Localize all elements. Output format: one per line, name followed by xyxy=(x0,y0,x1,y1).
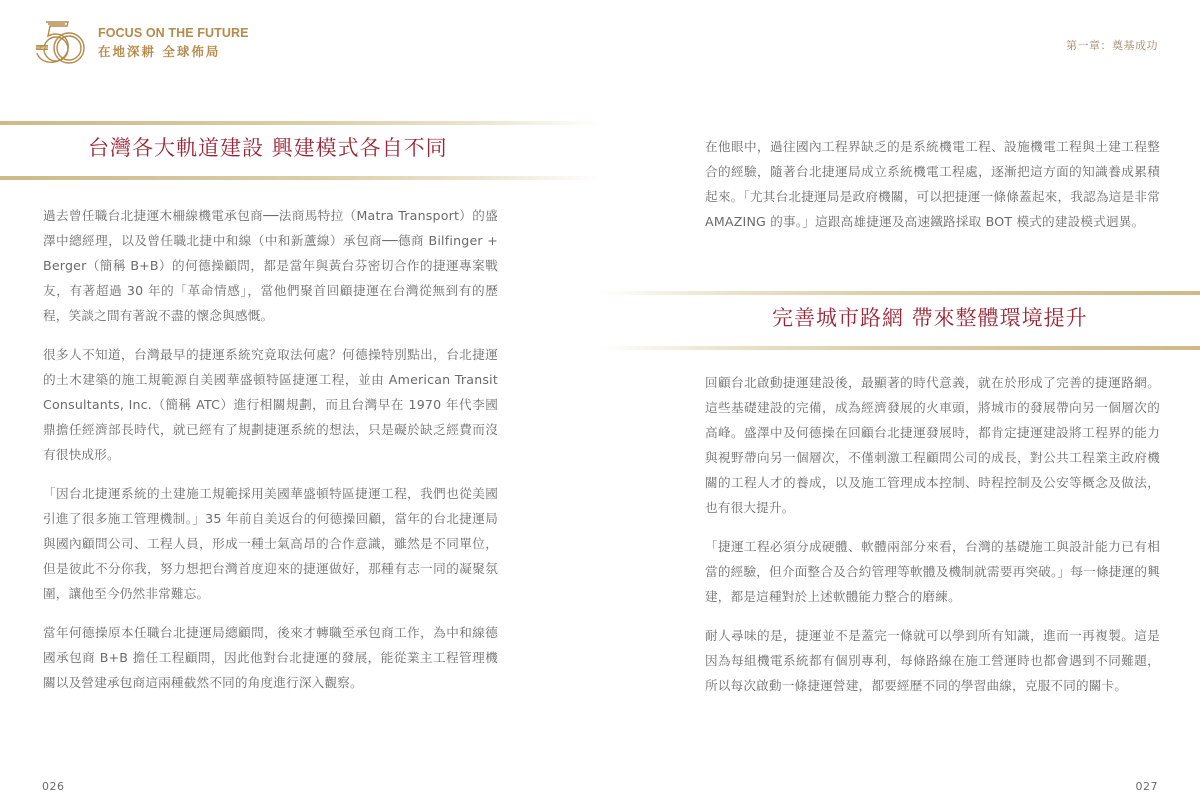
logo-text xyxy=(98,26,249,60)
paragraph: 回顧台北啟動捷運建設後，最顯著的時代意義，就在於形成了完善的捷運路網。這些基礎建設的完備，成為經濟發展的火車頭，將城市的發展帶向另一個層次的高峰。盛澤中及何德操在回顧台北捷運發展時，都肯定捷運建設將工程界的能力與視野帶向另一個層次，不僅刺激工程顧問公司的成長，對公共工程業主政府機關的工程人才的養成，以及施工管理成本控制、時程控制及公安等概念及做法，也有很大提升。 xyxy=(705,375,1160,515)
chapter-heading: 第一章：奠基成功 xyxy=(1066,39,1158,52)
logo-tagline-en: FOCUS ON THE FUTURE xyxy=(98,26,249,40)
gold-rule-bottom xyxy=(600,346,1200,350)
gold-rule-bottom xyxy=(0,176,600,180)
left-section-title: 台灣各大軌道建設 興建模式各自不同 xyxy=(88,136,448,160)
right-intro-text xyxy=(705,134,1160,248)
right-section-title: 完善城市路網 帶來整體環境提升 xyxy=(772,306,1088,330)
fifty-years-logo-icon xyxy=(34,18,90,68)
paragraph: 在他眼中，過往國內工程界缺乏的是系統機電工程、設施機電工程與土建工程整合的經驗，隨著台北捷運局成立系統機電工程處，逐漸把這方面的知識養成累積起來。「尤其台北捷運局是政府機關，可以把捷運一條條蓋起來，我認為這是非常 AMAZING 的事。」這跟高雄捷運及高速鐵路採取 BOT 模式的建設模式迥異。 xyxy=(705,139,1160,229)
logo xyxy=(34,18,249,68)
svg-text:YEARS: YEARS xyxy=(35,46,49,50)
left-body-text xyxy=(43,203,498,709)
right-section-title-bar xyxy=(600,280,1200,350)
page-number-right: 027 xyxy=(1135,780,1158,793)
gold-rule-top xyxy=(600,291,1200,295)
gold-rule-top xyxy=(0,121,600,125)
page-number-left: 026 xyxy=(42,780,65,793)
paragraph: 「捷運工程必須分成硬體、軟體兩部分來看，台灣的基礎施工與設計能力已有相當的經驗，但介面整合及合約管理等軟體及機制就需要再突破。」每一條捷運的興建，都是這種對於上述軟體能力整合的磨練。 xyxy=(705,539,1160,604)
paragraph: 很多人不知道，台灣最早的捷運系統究竟取法何處？何德操特別點出，台北捷運的土木建築的施工規範源自美國華盛頓特區捷運工程，並由 American Transit Consultants, Inc.（簡稱 ATC）進行相關規劃，而且台灣早在 1970 年代李國鼎擔任經濟部長時代，就已經有了規劃捷運系統的想法，只是礙於缺乏經費而沒有很快成形。 xyxy=(43,347,498,462)
logo-tagline-zh: 在地深耕 全球佈局 xyxy=(98,44,221,59)
paragraph: 耐人尋味的是，捷運並不是蓋完一條就可以學到所有知識，進而一再複製。這是因為每組機電系統都有個別專利，每條路線在施工營運時也都會遇到不同難題，所以每次啟動一條捷運營建，都要經歷不同的學習曲線，克服不同的關卡。 xyxy=(705,628,1160,693)
paragraph: 當年何德操原本任職台北捷運局總顧問，後來才轉職至承包商工作，為中和線德國承包商 B+B 擔任工程顧問，因此他對台北捷運的發展，能從業主工程管理機關以及營建承包商這兩種截然不同的角度進行深入觀察。 xyxy=(43,625,498,690)
left-section-title-bar xyxy=(0,110,600,180)
right-body-text xyxy=(705,370,1160,712)
paragraph: 「因台北捷運系統的土建施工規範採用美國華盛頓特區捷運工程，我們也從美國引進了很多施工管理機制。」35 年前自美返台的何德操回顧，當年的台北捷運局與國內顧問公司、工程人員，形成一種士氣高昂的合作意識，雖然是不同單位，但是彼此不分你我，努力想把台灣首度迎來的捷運做好，那種有志一同的凝聚氛圍，讓他至今仍然非常難忘。 xyxy=(43,486,498,601)
paragraph: 過去曾任職台北捷運木柵線機電承包商──法商馬特拉（Matra Transport）的盛澤中總經理，以及曾任職北捷中和線（中和新蘆線）承包商──德商 Bilfinger + Berger（簡稱 B+B）的何德操顧問，都是當年與黃台芬密切合作的捷運專案戰友，有著超過 30 年的「革命情感」，當他們聚首回顧捷運在台灣從無到有的歷程，笑談之間有著說不盡的懷念與感慨。 xyxy=(43,208,498,323)
